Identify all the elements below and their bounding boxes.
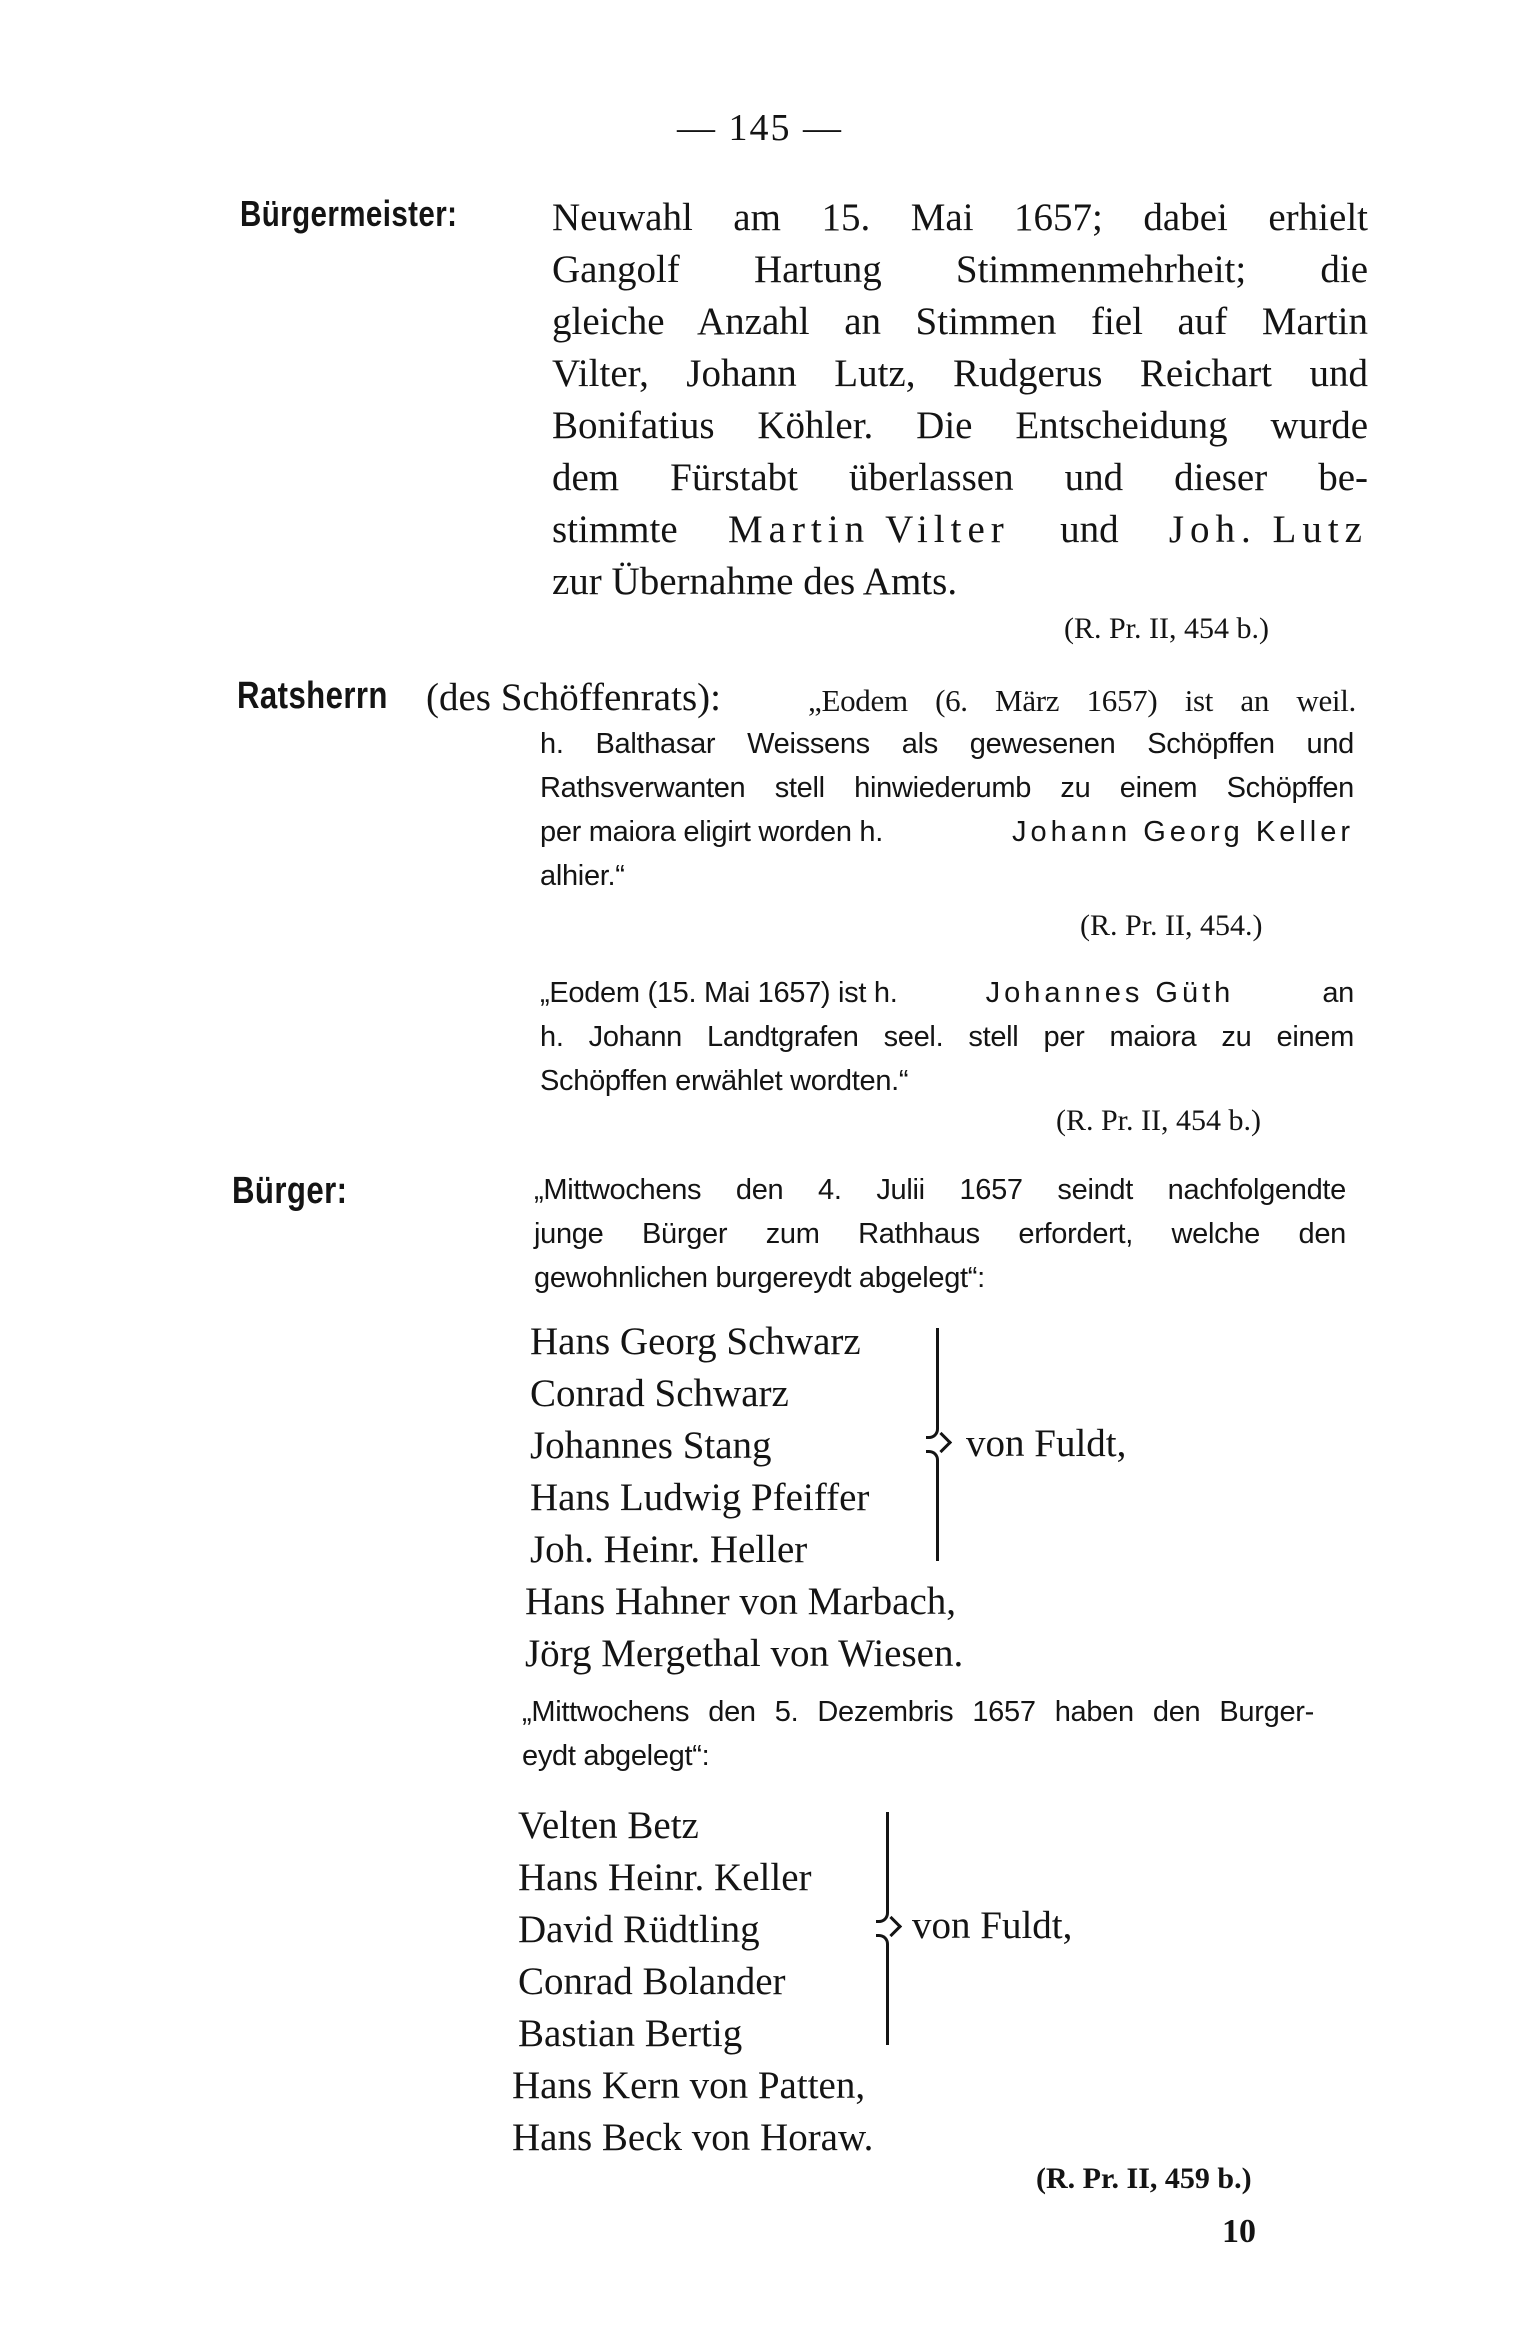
buerger-group2-name-2: Hans Heinr. Keller — [518, 1856, 812, 1899]
name-martin-vilter: Martin Vilter — [727, 508, 1010, 551]
buergermeister-line-7 — [552, 504, 1368, 556]
line7-part-a: stimmte — [552, 508, 678, 551]
buerger-group2-name-4: Conrad Bolander — [518, 1960, 786, 2003]
buergermeister-line-3: gleiche Anzahl an Stimmen fiel auf Martin — [552, 300, 1368, 343]
buerger-group2-extra — [512, 2060, 873, 2164]
buerger-quote2-line-1: „Mittwochens den 5. Dezembris 1657 haben den Burger- — [522, 1696, 1314, 1728]
buerger-group1-extra-1: Hans Hahner von Marbach, — [525, 1580, 957, 1623]
quote2-line1-a: „Eodem (15. Mai 1657) ist h. — [540, 977, 898, 1009]
buerger-group2-name-1: Velten Betz — [518, 1804, 699, 1847]
ratsherrn-quote1-line-3: Rathsverwanten stell hinwiederumb zu einem Schöpffen — [540, 772, 1354, 804]
buerger-quote2 — [522, 1690, 1314, 1778]
ratsherrn-heading — [237, 675, 421, 718]
buergermeister-citation: (R. Pr. II, 454 b.) — [1064, 612, 1269, 645]
buerger-group2-name-5: Bastian Bertig — [518, 2012, 743, 2055]
buergermeister-text — [552, 192, 1368, 608]
ratsherrn-citation2: (R. Pr. II, 454 b.) — [1056, 1104, 1261, 1137]
page-signature: 10 — [1222, 2213, 1256, 2250]
brace-group2-bottom — [876, 1934, 889, 2045]
buerger-group2-name-3: David Rüdtling — [518, 1908, 760, 1951]
buerger-group1-extra-2: Jörg Mergethal von Wiesen. — [525, 1632, 964, 1675]
quote1-line4-a: per maiora eligirt worden h. — [540, 816, 883, 848]
buerger-group1-name-3: Johannes Stang — [530, 1424, 772, 1467]
buergermeister-line-5: Bonifatius Köhler. Die Entscheidung wurde — [552, 404, 1368, 447]
buerger-quote1-line-1: „Mittwochens den 4. Julii 1657 seindt nachfolgendte — [534, 1174, 1346, 1206]
ratsherrn-quote1-line-2: h. Balthasar Weissens als gewesenen Schöpffen und — [540, 728, 1354, 760]
buergermeister-line-1: Neuwahl am 15. Mai 1657; dabei erhielt — [552, 196, 1368, 239]
brace-group2-top — [876, 1812, 889, 1923]
ratsherrn-quote1-line-5: alhier.“ — [540, 860, 625, 892]
buerger-group2 — [518, 1800, 812, 2060]
buerger-group1-name-1: Hans Georg Schwarz — [530, 1320, 861, 1363]
ratsherrn-quote2-line-2: h. Johann Landtgrafen seel. stell per maiora zu einem — [540, 1021, 1354, 1053]
buerger-quote1 — [534, 1168, 1346, 1300]
ratsherrn-quote1-first: „Eodem (6. März 1657) ist an weil. — [808, 683, 1356, 718]
buerger-quote1-line-3: gewohnlichen burgereydt abgelegt“: — [534, 1262, 985, 1294]
page-number-header: — 145 — — [677, 107, 843, 149]
ratsherrn-quote1-line-4 — [540, 810, 1354, 854]
ratsherrn-quote1 — [540, 722, 1354, 898]
buerger-label: Bürger: — [232, 1170, 348, 1212]
buergermeister-line-4: Vilter, Johann Lutz, Rudgerus Reichart und — [552, 352, 1368, 395]
brace-group1-bottom — [926, 1450, 939, 1561]
buerger-quote1-line-2: junge Bürger zum Rathhaus erfordert, welche den — [534, 1218, 1346, 1250]
quote2-line1-c: an — [1322, 977, 1354, 1009]
name-johannes-gueth: Johannes Güth — [985, 977, 1235, 1009]
name-johann-georg-keller: Johann Georg Keller — [1012, 816, 1354, 848]
buergermeister-line-6: dem Fürstabt überlassen und dieser be- — [552, 456, 1368, 499]
name-joh-lutz: Joh. Lutz — [1168, 508, 1368, 551]
buerger-group1-origin: von Fuldt, — [966, 1422, 1127, 1465]
buerger-group2-extra-2: Hans Beck von Horaw. — [512, 2116, 874, 2159]
line7-part-c: und — [1060, 508, 1119, 551]
buergermeister-label: Bürgermeister: — [240, 193, 458, 234]
buerger-group2-extra-1: Hans Kern von Patten, — [512, 2064, 866, 2107]
buergermeister-line-2: Gangolf Hartung Stimmenmehrheit; die — [552, 248, 1368, 291]
brace-group1-top — [926, 1328, 939, 1439]
buerger-group1-extra — [525, 1576, 963, 1680]
buerger-citation: (R. Pr. II, 459 b.) — [1036, 2162, 1252, 2195]
ratsherrn-quote2-line-1 — [540, 971, 1354, 1015]
buergermeister-line-8: zur Übernahme des Amts. — [552, 560, 958, 603]
ratsherrn-label-rest: (des Schöffenrats): — [426, 676, 721, 719]
ratsherrn-citation1: (R. Pr. II, 454.) — [1080, 909, 1263, 942]
buerger-group1 — [530, 1316, 869, 1576]
buerger-group1-name-5: Joh. Heinr. Heller — [530, 1528, 808, 1571]
buerger-group2-origin: von Fuldt, — [912, 1904, 1073, 1947]
ratsherrn-quote2 — [540, 971, 1354, 1103]
ratsherrn-quote2-line-3: Schöpffen erwählet wordten.“ — [540, 1065, 909, 1097]
ratsherrn-label: Ratsherrn — [237, 675, 388, 717]
buerger-quote2-line-2: eydt abgelegt“: — [522, 1740, 710, 1772]
buerger-group1-name-2: Conrad Schwarz — [530, 1372, 789, 1415]
buerger-group1-name-4: Hans Ludwig Pfeiffer — [530, 1476, 870, 1519]
